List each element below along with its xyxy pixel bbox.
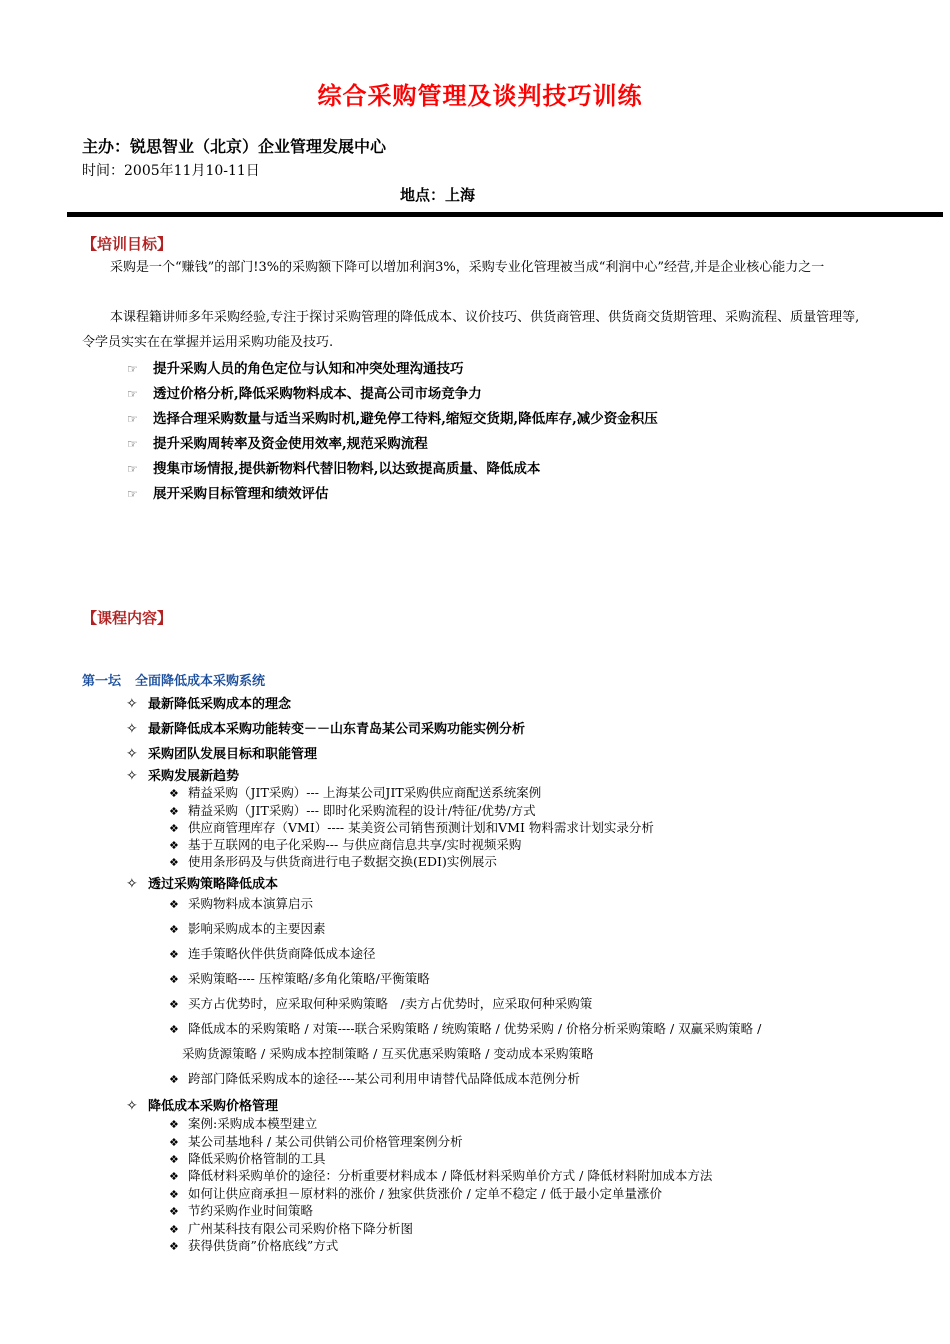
subtopic-item: [169, 1236, 338, 1254]
goal-item: [127, 432, 428, 452]
subtopic-item: [169, 801, 536, 819]
goal-item: [127, 407, 658, 427]
forum-label: 第一坛: [82, 674, 122, 689]
subtopic-item: [169, 852, 497, 870]
subtopic-label: 跨部门降低采购成本的途径----某公司利用申请替代品降低成本范例分析: [188, 1071, 580, 1086]
four-point-star-icon: ✧: [126, 721, 138, 737]
diamond-icon: ❖: [169, 1073, 179, 1086]
subtopic-label: 基于互联网的电子化采购--- 与供应商信息共享/实时视频采购: [188, 837, 522, 852]
intro-paragraph: 本课程籍讲师多年采购经验,专注于探讨采购管理的降低成本、议价技巧、供货商管理、供货商交货期管理、采购流程、质量管理等,令学员实实在在掌握并运用采购功能及技巧.: [82, 310, 860, 350]
topic-label: 采购团队发展目标和职能管理: [148, 747, 318, 762]
diamond-icon: ❖: [169, 1205, 179, 1218]
topic-label: 最新降低采购成本的理念: [148, 697, 292, 712]
intro-paragraph: 采购是一个“赚钱”的部门!3%的采购额下降可以增加利润3%，采购专业化管理被当成“利润中心”经营,并是企业核心能力之一: [110, 260, 825, 275]
topic-item: [126, 765, 239, 784]
subtopic-label: 供应商管理库存（VMI）---- 某美资公司销售预测计划和VMI 物料需求计划实录分析: [188, 820, 654, 835]
goal-item-label: 选择合理采购数量与适当采购时机,避免停工待料,缩短交货期,降低库存,减少资金积压: [153, 411, 658, 427]
subtopic-label: 精益采购（JIT采购）--- 即时化采购流程的设计/特征/优势/方式: [188, 803, 536, 818]
subtopic-item: [169, 1132, 463, 1150]
course-content-heading: 【课程内容】: [82, 609, 173, 627]
diamond-icon: ❖: [169, 973, 179, 986]
subtopic-label: 买方占优势时，应采取何种采购策略 /卖方占优势时，应采取何种采购策: [188, 996, 593, 1011]
subtopic-label: 降低材料采购单价的途径：分析重要材料成本 / 降低材料采购单价方式 / 降低材料附加成本方法: [188, 1168, 713, 1183]
forum-heading: [82, 670, 265, 689]
diamond-icon: ❖: [169, 1136, 179, 1149]
subtopic-item: [169, 1219, 413, 1237]
subtopic-label: 采购物料成本演算启示: [188, 896, 314, 911]
subtopic-item: [169, 1166, 712, 1184]
subtopic-label: 降低成本的采购策略 / 对策----联合采购策略 / 统购策略 / 优势采购 / 价格分析采购策略 / 双赢采购策略 /: [188, 1021, 762, 1036]
goal-item-label: 透过价格分析,降低采购物料成本、提高公司市场竞争力: [153, 386, 482, 402]
subtopic-label: 如何让供应商承担－原材料的涨价 / 独家供货涨价 / 定单不稳定 / 低于最小定单量涨价: [188, 1186, 662, 1201]
subtopic-item: [169, 1019, 761, 1037]
goal-item: [127, 382, 482, 402]
pointing-hand-icon: ☞: [127, 412, 138, 426]
header-divider: [67, 212, 943, 217]
subtopic-item: [169, 919, 326, 937]
training-goal-heading: 【培训目标】: [82, 235, 173, 253]
pointing-hand-icon: ☞: [127, 437, 138, 451]
diamond-icon: ❖: [169, 898, 179, 911]
subtopic-continuation: 采购货源策略 / 采购成本控制策略 / 互买优惠采购策略 / 变动成本采购策略: [182, 1046, 594, 1061]
diamond-icon: ❖: [169, 839, 179, 852]
subtopic-label: 连手策略伙伴供货商降低成本途径: [188, 946, 376, 961]
subtopic-item: [169, 1184, 662, 1202]
topic-item: [126, 1095, 278, 1114]
diamond-icon: ❖: [169, 822, 179, 835]
diamond-icon: ❖: [169, 1153, 179, 1166]
diamond-icon: ❖: [169, 805, 179, 818]
subtopic-label: 某公司基地科 / 某公司供销公司价格管理案例分析: [188, 1134, 463, 1149]
diamond-icon: ❖: [169, 1118, 179, 1131]
diamond-icon: ❖: [169, 1023, 179, 1036]
diamond-icon: ❖: [169, 856, 179, 869]
goal-item: [127, 482, 329, 502]
subtopic-label: 精益采购（JIT采购）--- 上海某公司JIT采购供应商配送系统案例: [188, 785, 542, 800]
goal-item: [127, 457, 540, 477]
diamond-icon: ❖: [169, 1188, 179, 1201]
diamond-icon: ❖: [169, 787, 179, 800]
pointing-hand-icon: ☞: [127, 462, 138, 476]
diamond-icon: ❖: [169, 1240, 179, 1253]
four-point-star-icon: ✧: [126, 746, 138, 762]
four-point-star-icon: ✧: [126, 768, 138, 784]
time-line: 时间：2005年11月10-11日: [82, 163, 260, 179]
pointing-hand-icon: ☞: [127, 387, 138, 401]
four-point-star-icon: ✧: [126, 1098, 138, 1114]
subtopic-item: [169, 994, 592, 1012]
subtopic-label: 降低采购价格管制的工具: [188, 1151, 326, 1166]
topic-label: 降低成本采购价格管理: [148, 1099, 279, 1114]
goal-item-label: 展开采购目标管理和绩效评估: [153, 486, 329, 502]
page-title: 综合采购管理及谈判技巧训练: [317, 81, 643, 110]
subtopic-label: 案例:采购成本模型建立: [188, 1116, 318, 1131]
goal-item-label: 搜集市场情报,提供新物料代替旧物料,以达致提高质量、降低成本: [153, 461, 541, 477]
subtopic-item: [169, 894, 313, 912]
topic-label: 透过采购策略降低成本: [148, 877, 279, 892]
subtopic-label: 广州某科技有限公司采购价格下降分析图: [188, 1221, 414, 1236]
subtopic-item: [169, 944, 376, 962]
subtopic-item: [169, 1114, 317, 1132]
four-point-star-icon: ✧: [126, 876, 138, 892]
topic-item: [126, 873, 278, 892]
topic-item: [126, 743, 317, 762]
subtopic-item: [169, 969, 430, 987]
subtopic-item: [169, 1069, 580, 1087]
subtopic-item: [169, 835, 521, 853]
topic-label: 最新降低成本采购功能转变－－山东青岛某公司采购功能实例分析: [148, 722, 526, 737]
subtopic-item: [169, 1149, 326, 1167]
pointing-hand-icon: ☞: [127, 487, 138, 501]
topic-item: [126, 718, 525, 737]
organizer-line: 主办：锐思智业（北京）企业管理发展中心: [82, 137, 387, 156]
forum-title: 全面降低成本采购系统: [135, 674, 266, 689]
subtopic-item: [169, 818, 654, 836]
topic-label: 采购发展新趋势: [148, 769, 240, 784]
diamond-icon: ❖: [169, 1170, 179, 1183]
subtopic-label: 获得供货商”价格底线”方式: [188, 1238, 339, 1253]
location-line: 地点：上海: [400, 186, 476, 204]
goal-item-label: 提升采购周转率及资金使用效率,规范采购流程: [153, 436, 428, 452]
subtopic-label: 节约采购作业时间策略: [188, 1203, 314, 1218]
diamond-icon: ❖: [169, 998, 179, 1011]
pointing-hand-icon: ☞: [127, 362, 138, 376]
subtopic-label: 使用条形码及与供货商进行电子数据交换(EDI)实例展示: [188, 854, 497, 869]
goal-item: [127, 357, 464, 377]
subtopic-label: 采购策略---- 压榨策略/多角化策略/平衡策略: [188, 971, 430, 986]
topic-item: [126, 693, 291, 712]
four-point-star-icon: ✧: [126, 696, 138, 712]
subtopic-item: [169, 783, 541, 801]
subtopic-label: 影响采购成本的主要因素: [188, 921, 326, 936]
goal-item-label: 提升采购人员的角色定位与认知和冲突处理沟通技巧: [153, 361, 464, 377]
diamond-icon: ❖: [169, 923, 179, 936]
diamond-icon: ❖: [169, 948, 179, 961]
subtopic-item: [169, 1201, 313, 1219]
diamond-icon: ❖: [169, 1223, 179, 1236]
